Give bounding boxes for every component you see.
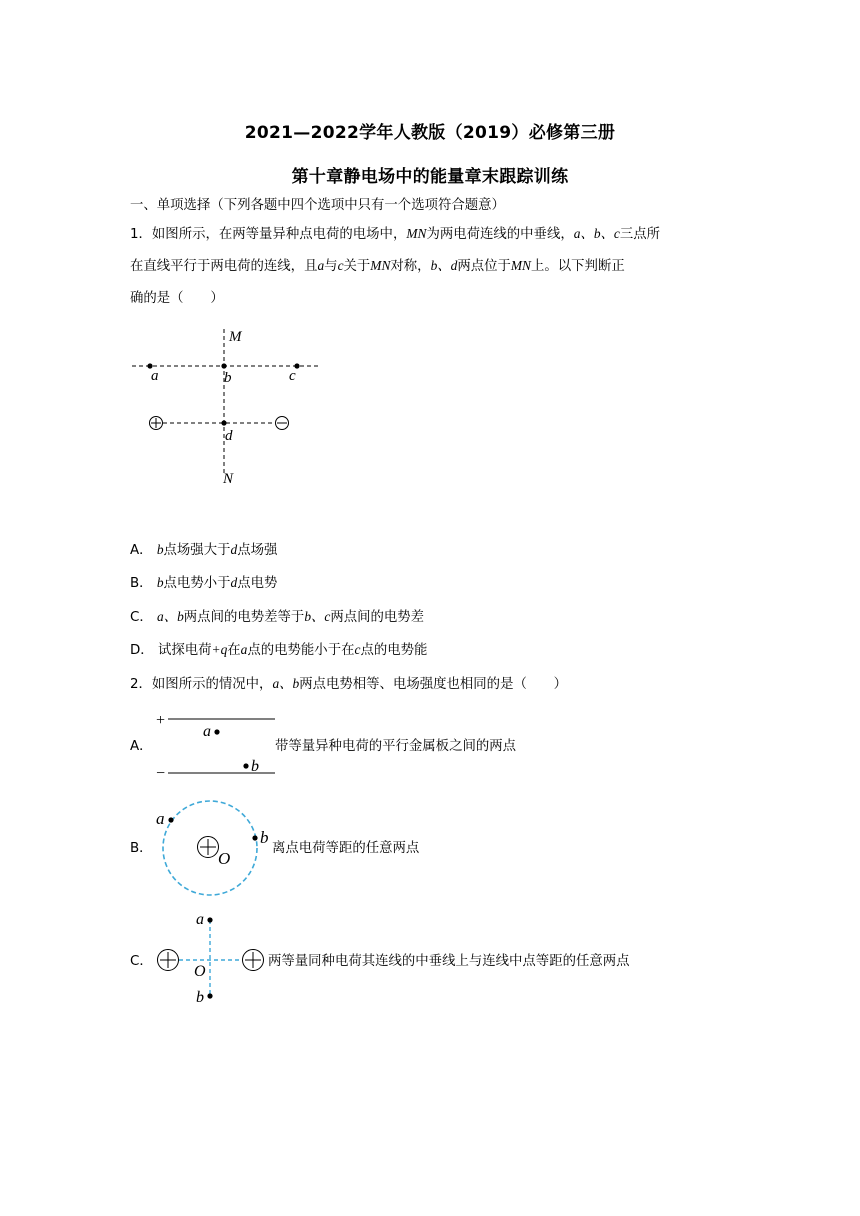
option-letter: B． [130, 576, 153, 591]
q1-number: 1． [130, 227, 152, 242]
positive-charge-icon [150, 417, 163, 430]
point-a [168, 817, 173, 822]
q1-text: 关于 [343, 259, 371, 274]
q2-option-a-letter[interactable]: A． [130, 739, 153, 754]
option-var: +q [211, 642, 228, 657]
q1-option-c[interactable] [130, 608, 424, 627]
q2-figure-b [152, 797, 274, 899]
q1-stem-line2 [130, 257, 625, 276]
q1-option-d[interactable] [130, 641, 427, 660]
q2-text: 两点电势相等、电场强度也相同的是（ ） [299, 677, 568, 692]
point-b [221, 363, 226, 368]
label-M: M [229, 329, 242, 345]
q1-text: 在直线平行于两电荷的连线，且 [130, 259, 318, 274]
option-var: a、b [157, 609, 184, 624]
q2-option-b-text: 离点电荷等距的任意两点 [272, 841, 420, 856]
option-text: 点场强 [237, 543, 278, 558]
option-text: 两点间的电势差等于 [183, 610, 305, 625]
q1-var: MN [406, 226, 427, 241]
q1-var: MN [370, 258, 391, 273]
label-b: b [260, 828, 269, 847]
positive-charge-icon [198, 837, 219, 858]
option-text: 点电势 [237, 576, 278, 591]
equidistant-circle [163, 801, 257, 895]
label-a: a [151, 368, 159, 384]
q1-var: a [317, 258, 325, 273]
q1-option-a[interactable] [130, 541, 277, 560]
q2-option-a-text: 带等量异种电荷的平行金属板之间的两点 [275, 739, 517, 754]
q1-text: 两点位于 [457, 259, 511, 274]
option-letter: A． [130, 543, 153, 558]
q1-text: 为两电荷连线的中垂线， [426, 227, 574, 242]
option-var: b [156, 575, 164, 590]
positive-charge-icon [158, 950, 179, 971]
q2-option-b-letter[interactable]: B． [130, 841, 153, 856]
option-text: 点的电势能 [360, 643, 428, 658]
label-a: a [196, 911, 204, 928]
option-var: b [156, 542, 164, 557]
option-letter: C． [130, 610, 153, 625]
document-title: 2021—2022学年人教版（2019）必修第三册 [244, 123, 616, 143]
option-var: c [354, 642, 361, 657]
point-a [214, 729, 219, 734]
q1-text: 上。以下判断正 [531, 259, 625, 274]
q1-text: 三点所 [619, 227, 661, 242]
label-c: c [289, 368, 296, 384]
q2-figure-a [150, 708, 280, 780]
q1-stem-line3: 确的是（ ） [130, 291, 224, 306]
point-a [207, 917, 212, 922]
q1-var: c [337, 258, 344, 273]
point-b [207, 993, 212, 998]
q1-var: MN [510, 258, 531, 273]
option-text: 试探电荷 [157, 643, 212, 658]
label-b: b [196, 989, 204, 1006]
q1-stem-line1 [130, 225, 660, 244]
plus-sign: + [155, 712, 166, 729]
label-a: a [156, 809, 165, 828]
option-text: 点场强大于 [163, 543, 231, 558]
q1-var: b、d [430, 258, 458, 273]
q2-var: a、b [272, 676, 300, 691]
q1-figure [125, 322, 335, 492]
q1-var: a、b、c [573, 226, 620, 241]
option-text: 在 [227, 643, 241, 658]
option-var: a [240, 642, 248, 657]
point-d [221, 420, 226, 425]
q1-text: 与 [324, 259, 338, 274]
label-b: b [251, 758, 259, 775]
q2-option-c-letter[interactable]: C． [130, 954, 153, 969]
q2-text: 如图所示的情况中， [151, 677, 273, 692]
positive-charge-icon [243, 950, 264, 971]
option-text: 两点间的电势差 [330, 610, 425, 625]
minus-sign: − [155, 765, 166, 780]
point-b [243, 763, 248, 768]
label-d: d [225, 428, 233, 444]
option-var: b、c [304, 609, 331, 624]
q2-number: 2． [130, 677, 152, 692]
q1-option-b[interactable] [130, 574, 277, 593]
negative-charge-icon [276, 417, 289, 430]
option-letter: D． [130, 643, 154, 658]
document-subtitle: 第十章静电场中的能量章末跟踪训练 [291, 167, 569, 187]
option-text: 点电势小于 [163, 576, 231, 591]
label-O: O [194, 963, 206, 980]
option-text: 点的电势能小于在 [247, 643, 355, 658]
q2-stem [130, 675, 567, 694]
q1-text: 对称， [390, 259, 431, 274]
label-a: a [203, 723, 211, 740]
point-b [252, 835, 257, 840]
q1-text: 如图所示，在两等量异种点电荷的电场中， [151, 227, 407, 242]
q2-option-c-text: 两等量同种电荷其连线的中垂线上与连线中点等距的任意两点 [268, 954, 630, 969]
label-O: O [218, 849, 231, 868]
label-b: b [224, 370, 232, 386]
option-var: d [230, 542, 238, 557]
section-heading: 一、单项选择（下列各题中四个选项中只有一个选项符合题意） [130, 198, 505, 213]
q2-figure-c [150, 908, 270, 1008]
option-var: d [230, 575, 238, 590]
label-N: N [223, 471, 234, 487]
